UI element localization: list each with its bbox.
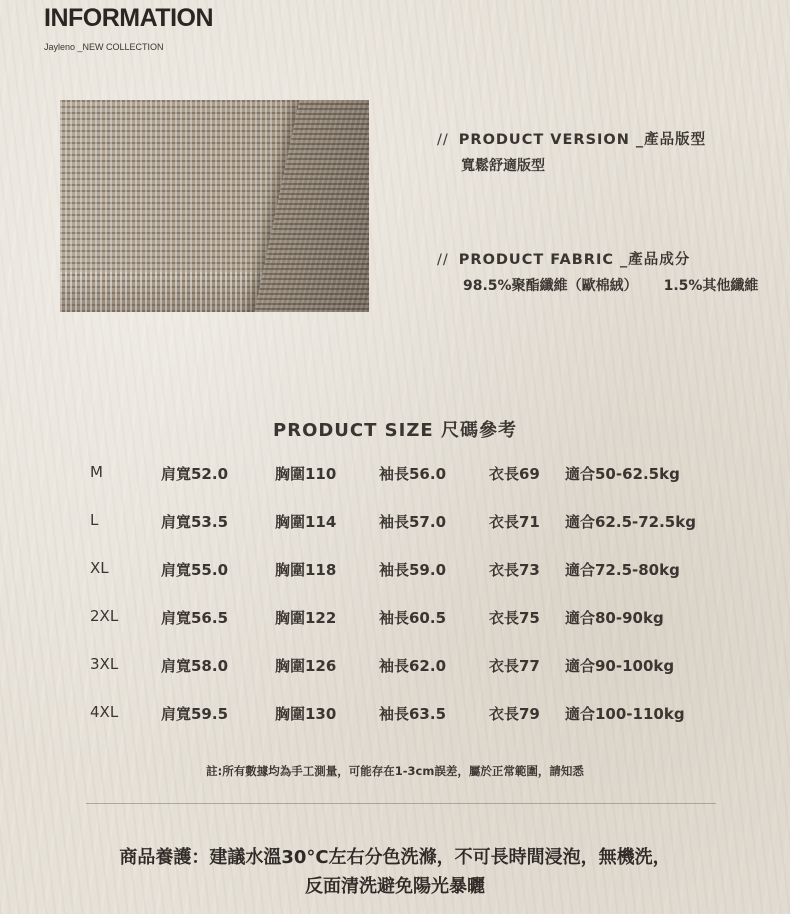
- shoulder-width: 肩寬59.5: [161, 705, 229, 723]
- chest-circumference: 胸圍122: [275, 609, 337, 627]
- shoulder-width: 肩寬58.0: [161, 657, 229, 675]
- size-row: [0, 655, 790, 703]
- sleeve-length: 袖長63.5: [379, 705, 447, 723]
- fabric-swatch-image: [60, 100, 369, 312]
- product-version-block: [437, 128, 706, 175]
- size-row: [0, 463, 790, 511]
- product-fabric-value: [437, 275, 758, 295]
- slash-marker: //: [437, 132, 449, 148]
- size-label: XL: [90, 559, 109, 577]
- size-label: L: [90, 511, 99, 529]
- chest-circumference: 胸圍110: [275, 465, 337, 483]
- fabric-fold: [251, 100, 369, 312]
- size-row: [0, 559, 790, 607]
- care-instructions: [0, 843, 790, 901]
- garment-length: 衣長77: [489, 657, 540, 675]
- size-row: [0, 607, 790, 655]
- divider: [86, 803, 716, 804]
- product-fabric-label: PRODUCT FABRIC _產品成分: [458, 252, 691, 268]
- size-label: 4XL: [90, 703, 119, 721]
- chest-circumference: 胸圍118: [275, 561, 337, 579]
- page-title: INFORMATION: [44, 4, 214, 32]
- sleeve-length: 袖長57.0: [379, 513, 447, 531]
- product-version-value: 寬鬆舒適版型: [461, 158, 545, 174]
- garment-length: 衣長75: [489, 609, 540, 627]
- sleeve-length: 袖長60.5: [379, 609, 447, 627]
- fit-weight-range: 適合62.5-72.5kg: [565, 513, 696, 531]
- chest-circumference: 胸圍126: [275, 657, 337, 675]
- fit-weight-range: 適合90-100kg: [565, 657, 675, 675]
- garment-length: 衣長73: [489, 561, 540, 579]
- shoulder-width: 肩寬53.5: [161, 513, 229, 531]
- product-fabric-block: [437, 248, 758, 295]
- fit-weight-range: 適合100-110kg: [565, 705, 685, 723]
- product-fabric-heading: [437, 248, 758, 269]
- sleeve-length: 袖長62.0: [379, 657, 447, 675]
- fit-weight-range: 適合72.5-80kg: [565, 561, 680, 579]
- size-label: M: [90, 463, 103, 481]
- garment-length: 衣長69: [489, 465, 540, 483]
- size-row: [0, 703, 790, 751]
- fit-weight-range: 適合80-90kg: [565, 609, 664, 627]
- size-label: 3XL: [90, 655, 119, 673]
- garment-length: 衣長71: [489, 513, 540, 531]
- shoulder-width: 肩寬52.0: [161, 465, 229, 483]
- brand-subtitle: Jayleno _NEW COLLECTION: [44, 42, 164, 52]
- fabric-other-composition: 1.5%其他纖維: [663, 278, 759, 294]
- garment-length: 衣長79: [489, 705, 540, 723]
- product-version-label: PRODUCT VERSION _產品版型: [458, 132, 707, 148]
- shoulder-width: 肩寬55.0: [161, 561, 229, 579]
- measurement-note: 註:所有數據均為手工測量，可能存在1-3cm誤差，屬於正常範圍，請知悉: [206, 764, 584, 778]
- size-label: 2XL: [90, 607, 119, 625]
- fit-weight-range: 適合50-62.5kg: [565, 465, 680, 483]
- size-row: [0, 511, 790, 559]
- sleeve-length: 袖長59.0: [379, 561, 447, 579]
- slash-marker: //: [437, 252, 449, 268]
- care-line-2: 反面清洗避免陽光暴曬: [305, 876, 485, 897]
- chest-circumference: 胸圍130: [275, 705, 337, 723]
- shoulder-width: 肩寬56.5: [161, 609, 229, 627]
- sleeve-length: 袖長56.0: [379, 465, 447, 483]
- size-section-title: PRODUCT SIZE 尺碼參考: [273, 420, 517, 441]
- size-table: [0, 463, 790, 751]
- product-version-heading: [437, 128, 706, 149]
- fabric-main-composition: 98.5%聚酯纖維（歐棉絨）: [463, 278, 638, 294]
- chest-circumference: 胸圍114: [275, 513, 337, 531]
- care-line-1: 商品養護：建議水溫30°C左右分色洗滌，不可長時間浸泡，無機洗，: [119, 847, 671, 868]
